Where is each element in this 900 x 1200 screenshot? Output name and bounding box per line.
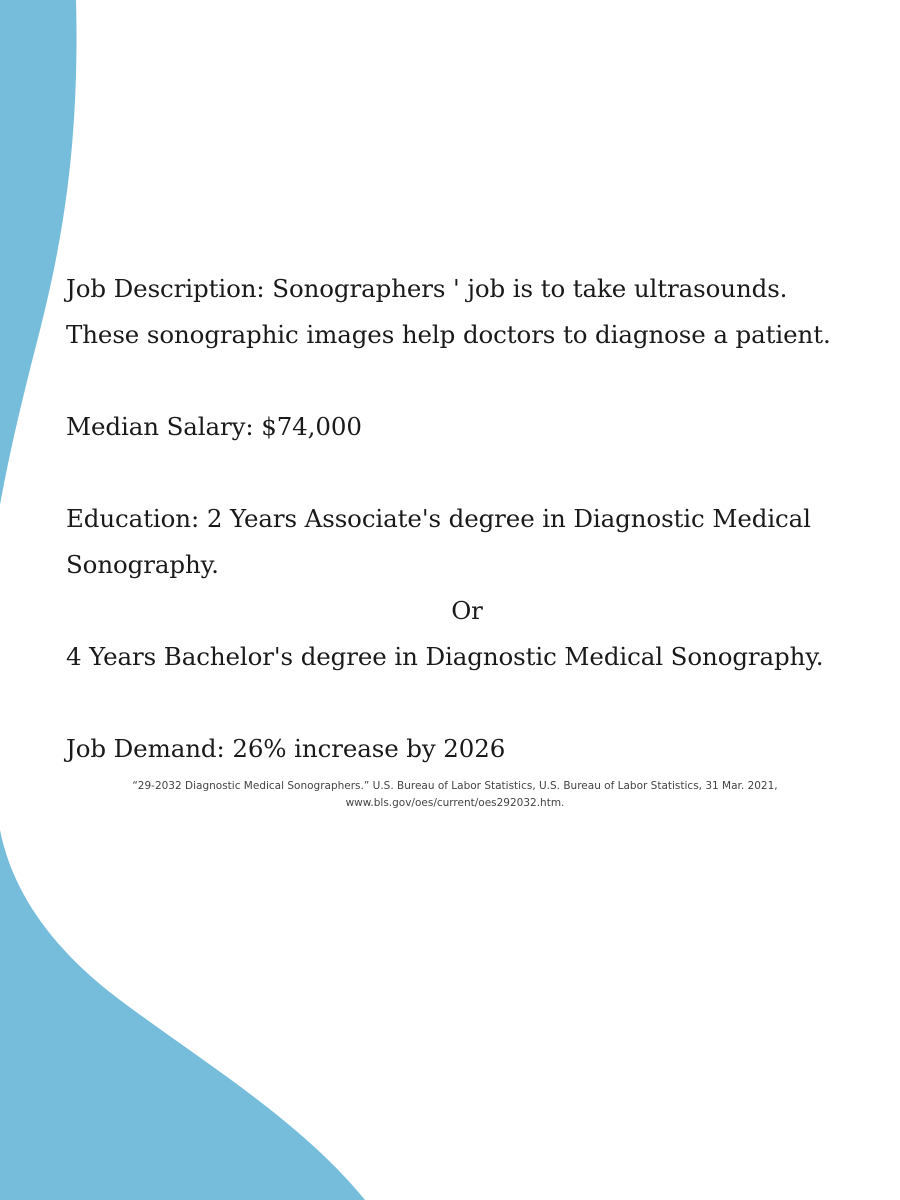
citation-line-1: “29-2032 Diagnostic Medical Sonographers.” U.S. Bureau of Labor Statistics, U.S. Bureau of Labor Statistics, 31 Mar. 2021,: [132, 780, 778, 792]
spacer: [66, 680, 876, 726]
education-line-1: Education: 2 Years Associate's degree in Diagnostic Medical: [66, 504, 811, 533]
education-line-3: 4 Years Bachelor's degree in Diagnostic Medical Sonography.: [66, 642, 824, 671]
job-description-line-2: These sonographic images help doctors to diagnose a patient.: [66, 320, 831, 349]
citation-line-2: www.bls.gov/oes/current/oes292032.htm.: [345, 797, 565, 809]
job-description-line-1: Job Description: Sonographers ' job is to take ultrasounds.: [66, 274, 788, 303]
spacer: [66, 358, 876, 404]
spacer: [66, 450, 876, 496]
median-salary: Median Salary: $74,000: [66, 412, 362, 441]
education-line-2: Sonography.: [66, 550, 219, 579]
education-or: Or: [451, 596, 483, 625]
job-demand: Job Demand: 26% increase by 2026: [66, 734, 506, 763]
job-info-section: [66, 266, 876, 772]
bottom-left-blue-wave: [0, 830, 365, 1200]
citation: [100, 778, 810, 812]
